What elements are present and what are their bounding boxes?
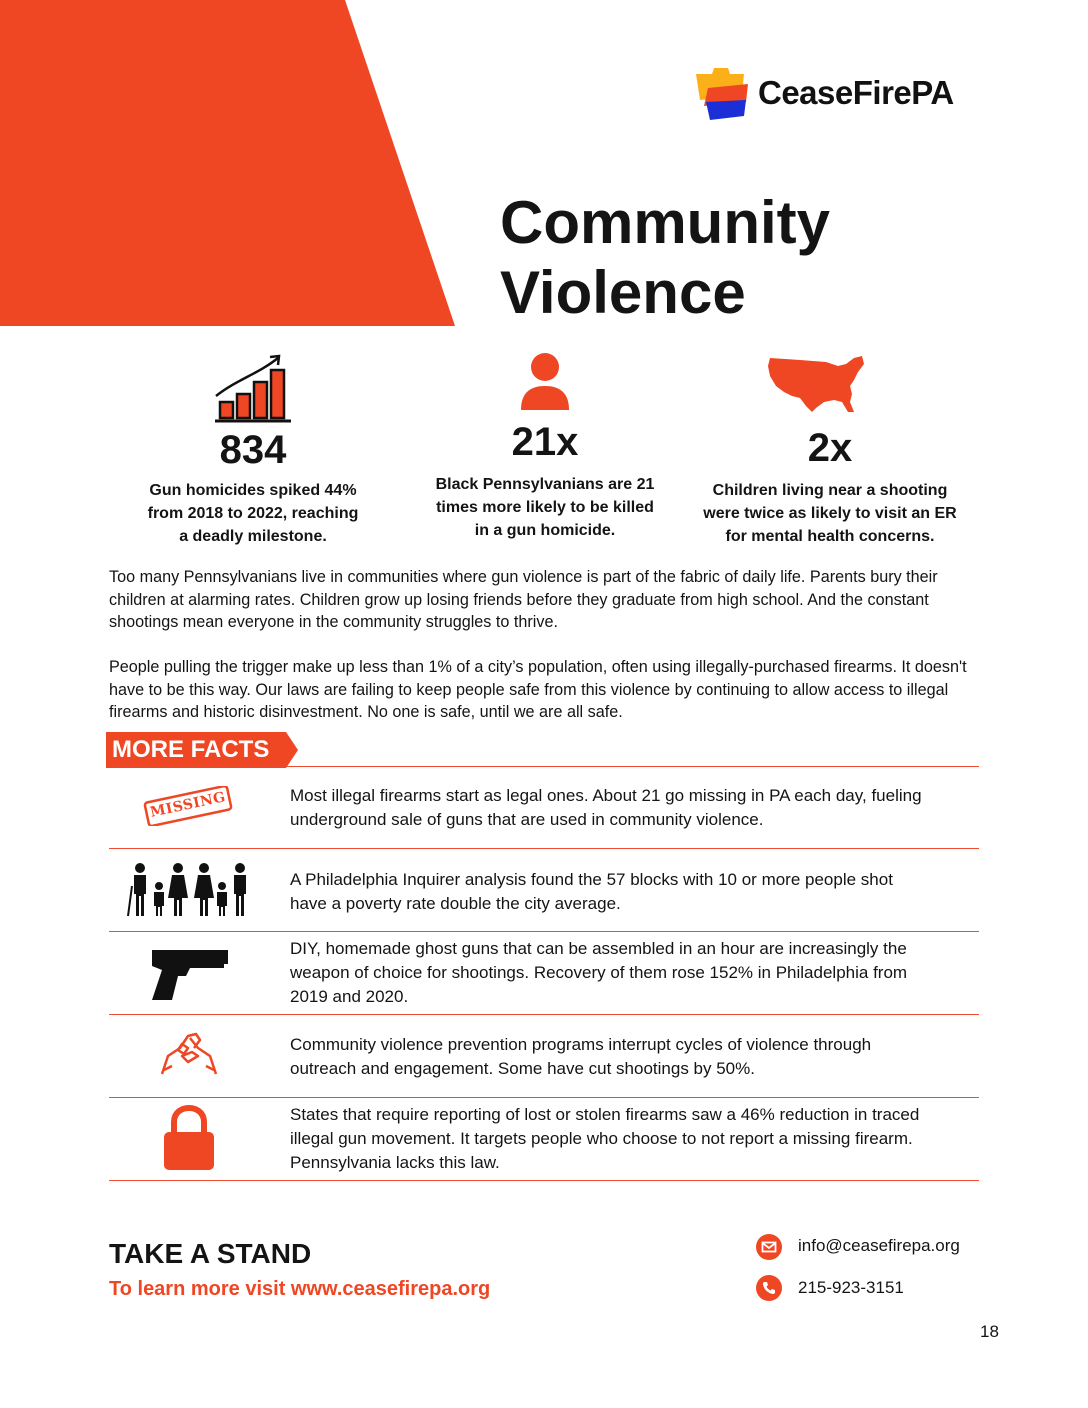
stat-description-line: a deadly milestone.	[179, 528, 327, 545]
stat-description-line: Gun homicides spiked 44%	[149, 482, 357, 499]
stat-description	[400, 473, 690, 542]
missing-stamp-icon	[142, 786, 234, 826]
stat-description-line: from 2018 to 2022, reaching	[147, 505, 359, 522]
divider	[109, 931, 979, 932]
divider	[109, 848, 979, 849]
title-line-1: Community	[500, 189, 830, 256]
body-paragraph: People pulling the trigger make up less than 1% of a city’s population, often using illegally-purchased firearms. It doesn't have to be this way. Our laws are failing to keep people safe from this violence by continuing to allow access to illegal firearms and historic disinvestment. No one is safe, until we are all safe.	[109, 658, 967, 721]
divider	[109, 1014, 979, 1015]
stat-value: 21x	[511, 420, 579, 464]
fact-text: States that require reporting of lost or stolen firearms saw a 46% reduction in traced illegal gun movement. It targets people who choose to not report a missing firearm. Pennsylvania lacks this law.	[290, 1105, 920, 1172]
stat-description-line: for mental health concerns.	[725, 528, 935, 545]
divider	[109, 1097, 979, 1098]
stat-description-line: Black Pennsylvanians are 21	[435, 476, 655, 493]
email-link[interactable]: info@ceasefirepa.org	[798, 1236, 960, 1255]
stamp-label: MISSING	[148, 789, 228, 821]
stat-description-line: times more likely to be killed	[436, 499, 654, 516]
fact-text: DIY, homemade ghost guns that can be assembled in an hour are increasingly the weapon of choice for shootings. Recovery of them rose 152% in Philadelphia from 2019 and 2020.	[290, 939, 908, 1006]
stat-description-line: Children living near a shooting	[712, 482, 948, 499]
phone-icon	[756, 1275, 782, 1301]
stat-homicides	[118, 428, 388, 548]
take-a-stand-heading: TAKE A STAND	[109, 1238, 312, 1269]
stat-value: 834	[219, 428, 287, 472]
family-icon	[126, 860, 254, 918]
intro-paragraph: Too many Pennsylvanians live in communities where gun violence is part of the fabric of daily life. Parents bury their children at alarming rates. Children grow up losing friends before they graduate from high school. And the constant shootings mean everyone in the community struggles to thrive.	[109, 568, 938, 631]
stat-description	[690, 479, 970, 548]
more-facts-heading: MORE FACTS	[112, 736, 270, 763]
fact-text: Community violence prevention programs interrupt cycles of violence through outreach and engagement. Some have cut shootings by 50%.	[290, 1035, 872, 1078]
hero-accent-shape	[0, 0, 460, 326]
title-line-2: Violence	[500, 259, 746, 326]
divider	[109, 766, 979, 767]
phone-link[interactable]: 215-923-3151	[798, 1278, 904, 1297]
divider	[109, 1180, 979, 1181]
logo-wordmark[interactable]: CeaseFirePA	[758, 74, 954, 111]
bar-chart-growth-icon	[212, 352, 294, 424]
stat-description	[118, 479, 388, 548]
stat-children-er	[690, 426, 970, 548]
email-icon	[756, 1234, 782, 1260]
page-number: 18	[980, 1322, 999, 1341]
person-icon	[518, 352, 572, 412]
stat-value: 2x	[807, 426, 853, 470]
fact-text: A Philadelphia Inquirer analysis found the 57 blocks with 10 or more people shot have a poverty rate double the city average.	[290, 870, 893, 913]
stat-black-pennsylvanians	[400, 420, 690, 542]
stat-description-line: in a gun homicide.	[474, 522, 616, 539]
padlock-icon	[162, 1104, 216, 1172]
handshake-icon	[158, 1026, 220, 1078]
learn-more-link[interactable]: To learn more visit www.ceasefirepa.org	[109, 1278, 491, 1300]
handgun-icon	[148, 946, 230, 1002]
stat-description-line: were twice as likely to visit an ER	[703, 505, 957, 522]
page-title	[500, 188, 920, 328]
fact-text: Most illegal firearms start as legal ones. About 21 go missing in PA each day, fueling underground sale of guns that are used in community violence.	[290, 786, 922, 829]
us-map-icon	[766, 352, 868, 416]
